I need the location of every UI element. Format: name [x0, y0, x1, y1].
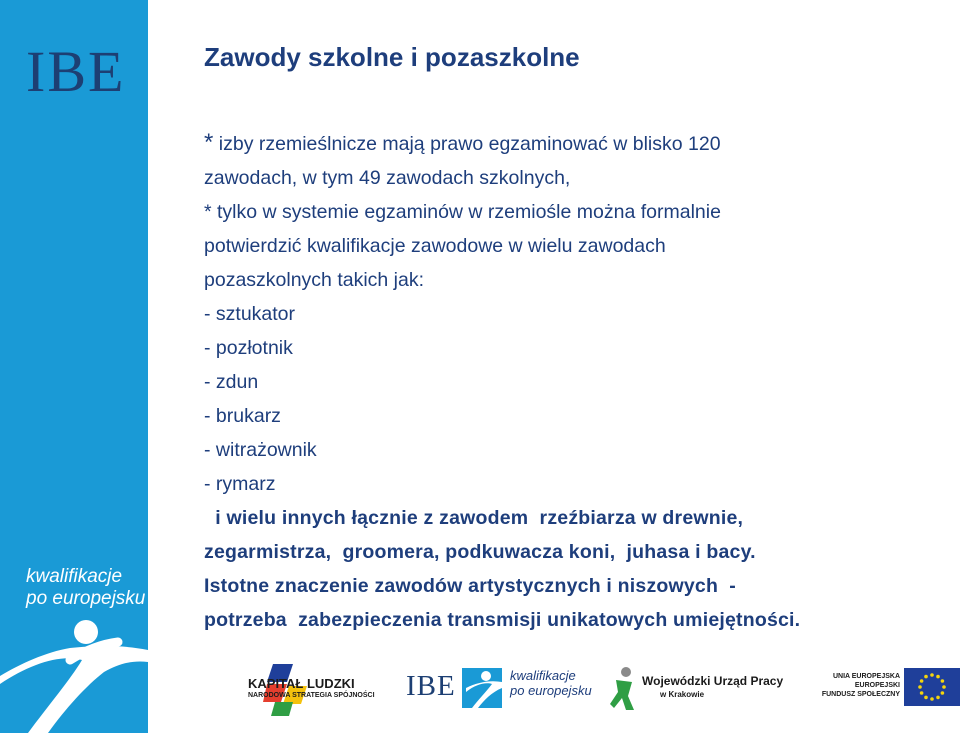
body-line: potwierdzić kwalifikacje zawodowe w wielu zawodach: [204, 235, 666, 257]
list-item: - pozłotnik: [204, 337, 293, 359]
sidebar: [0, 0, 148, 733]
tagline-line-2: po europejsku: [26, 588, 146, 609]
emphasis-line: i wielu innych łącznie z zawodem rzeźbiarza w drewnie,: [204, 507, 744, 529]
slide-body: [204, 126, 944, 637]
ue-line-3: FUNDUSZ SPOŁECZNY: [821, 691, 900, 698]
ue-line-1: UNIA EUROPEJSKA: [832, 673, 900, 680]
tagline-line-1: kwalifikacje: [26, 566, 123, 587]
body-line: [204, 126, 944, 161]
eu-flag-icon: [904, 668, 960, 706]
wup-figure-icon: [610, 666, 638, 712]
list-item: - rymarz: [204, 473, 276, 495]
kwalifikacje-logo-icon: [462, 668, 502, 708]
list-item: - zdun: [204, 371, 259, 393]
kapital-ludzki-title: KAPITAŁ LUDZKI: [248, 676, 355, 691]
ibe-footer-logo: IBE: [406, 670, 456, 702]
list-item: - sztukator: [204, 303, 296, 325]
slide-title: Zawody szkolne i pozaszkolne: [204, 42, 580, 72]
ue-text: [818, 672, 900, 699]
kapital-ludzki-subtitle: NARODOWA STRATEGIA SPÓJNOŚCI: [248, 692, 375, 699]
kwal-line-2: po europejsku: [510, 683, 592, 698]
kwal-line-1: kwalifikacje: [510, 668, 576, 683]
footer-logos: [190, 660, 960, 720]
body-line-text: izby rzemieślnicze mają prawo egzaminować w blisko 120: [213, 133, 721, 155]
emphasis-line: potrzeba zabezpieczenia transmisji unikatowych umiejętności.: [204, 609, 801, 631]
kwalifikacje-footer-text: [510, 668, 592, 698]
sidebar-tagline: [26, 566, 145, 610]
emphasis-line: zegarmistrza, groomera, podkuwacza koni, juhasa i bacy.: [204, 541, 756, 563]
wup-title: Wojewódzki Urząd Pracy: [642, 674, 784, 688]
person-figure-icon: [0, 620, 148, 733]
list-item: - brukarz: [204, 405, 281, 427]
list-item: - witrażownik: [204, 439, 317, 461]
wup-subtitle: w Krakowie: [660, 690, 705, 699]
body-line: pozaszkolnych takich jak:: [204, 269, 425, 291]
bullet-star: *: [204, 129, 214, 156]
ue-line-2: EUROPEJSKI: [854, 682, 900, 689]
emphasis-line: Istotne znaczenie zawodów artystycznych i niszowych -: [204, 575, 737, 597]
body-line: * tylko w systemie egzaminów w rzemiośle można formalnie: [204, 201, 721, 223]
body-line: zawodach, w tym 49 zawodach szkolnych,: [204, 167, 571, 189]
ibe-logo: IBE: [26, 39, 126, 104]
